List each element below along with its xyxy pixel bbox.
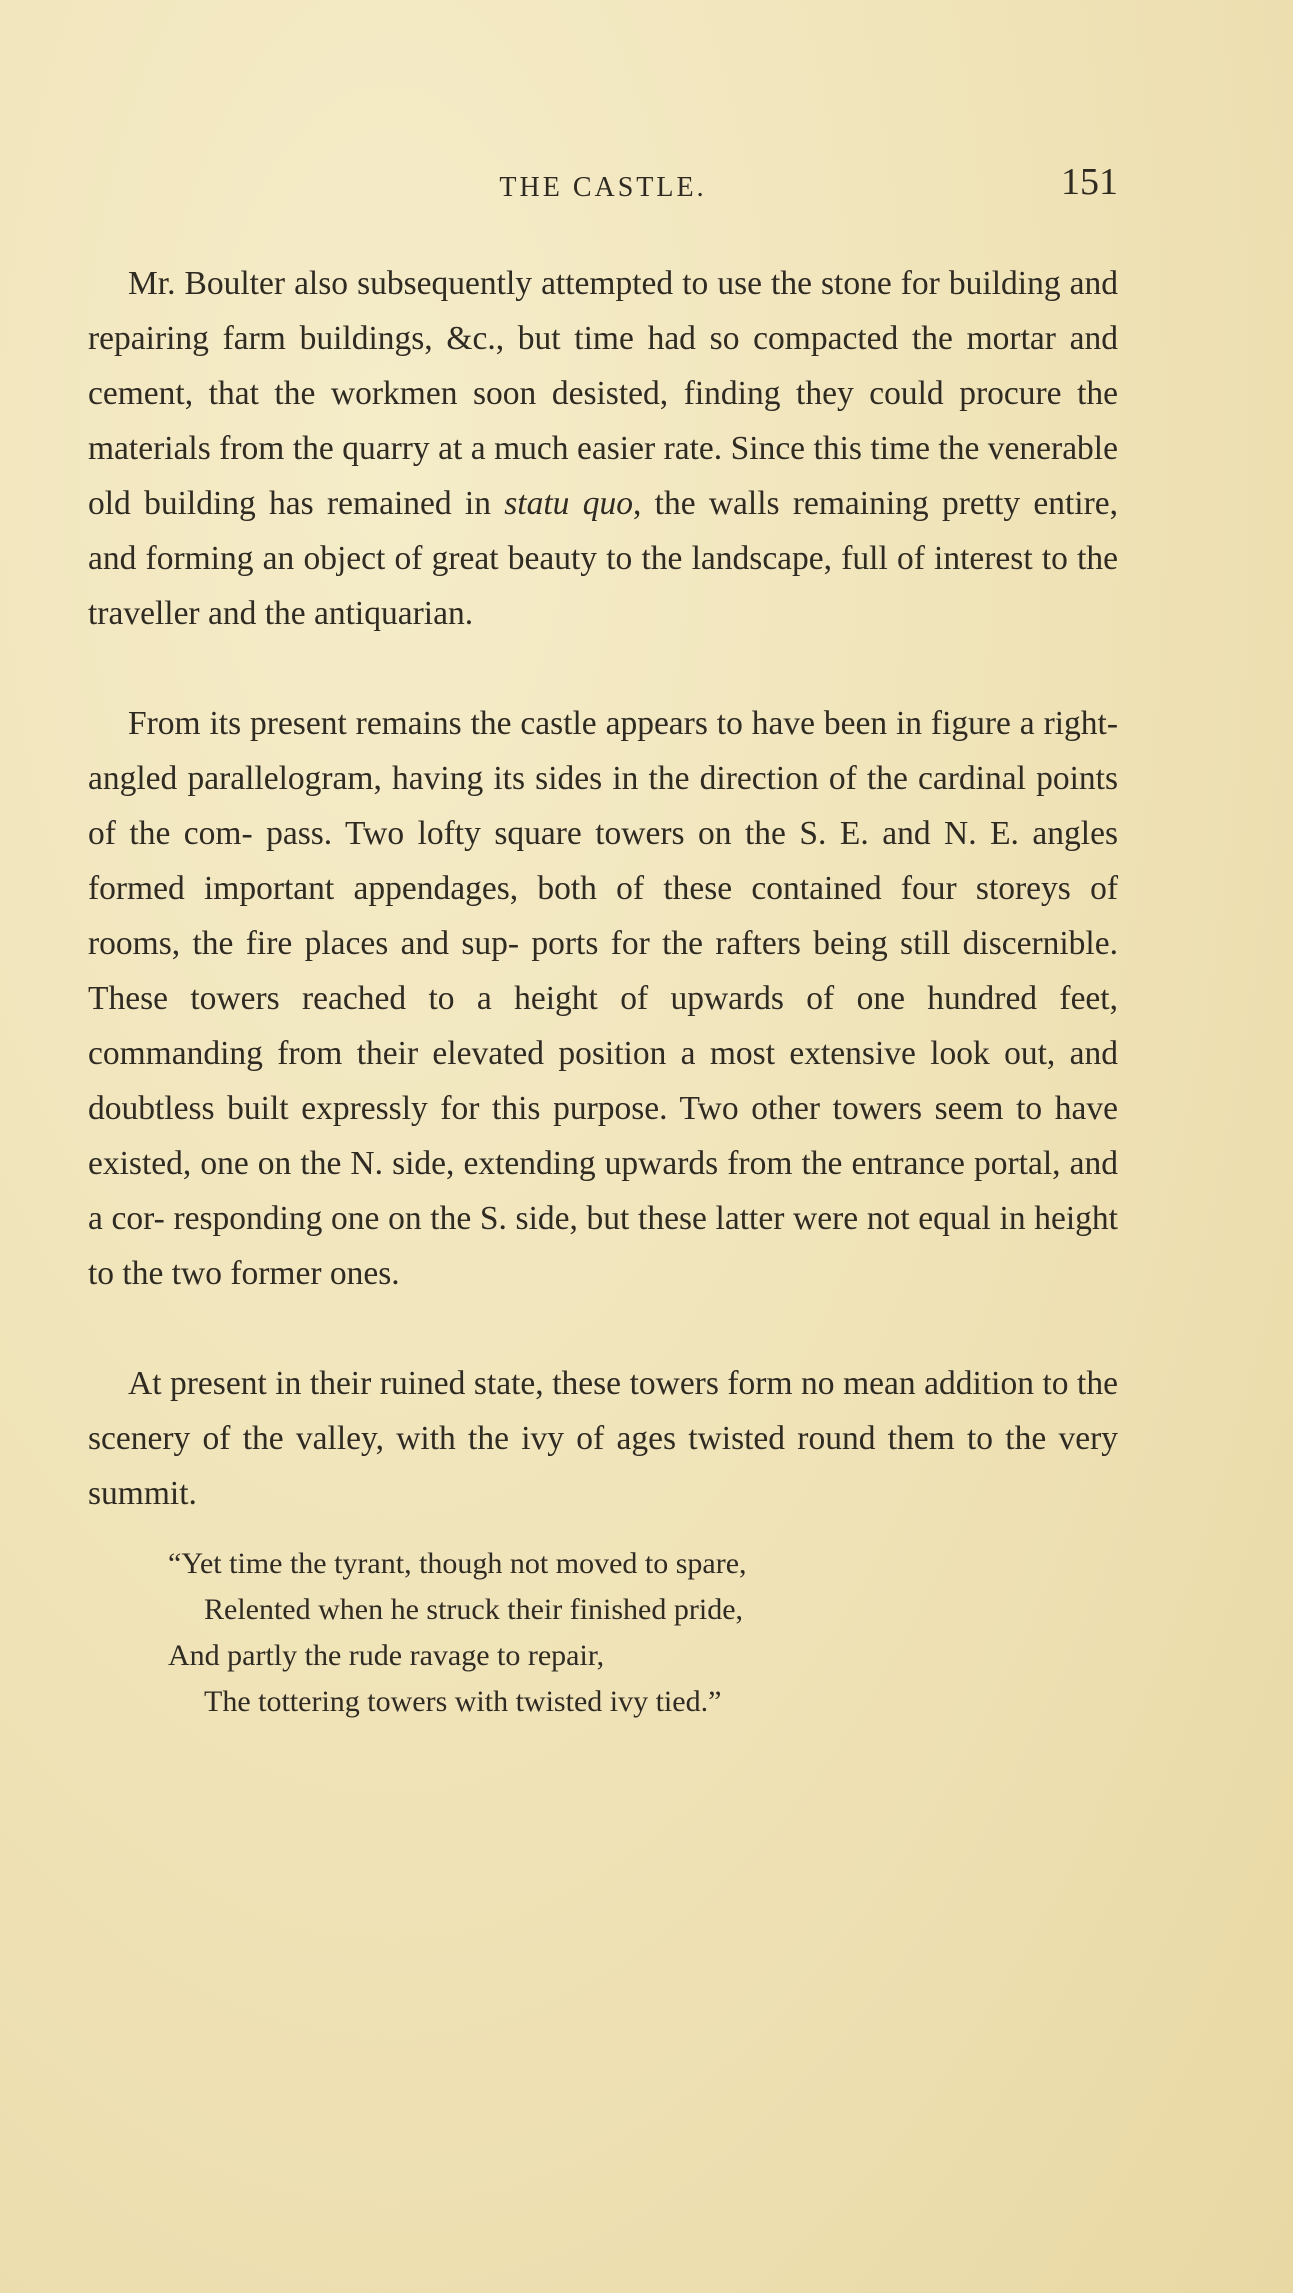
paragraph-1-italic: statu quo [504, 485, 633, 522]
verse-line: Relented when he struck their finished pride, [204, 1593, 744, 1626]
paragraph-1 [88, 256, 1118, 641]
paragraph-1-end: , the walls remaining pretty entire, and forming an object of great beauty to the landscape, full of interest to the traveller and the antiquarian. [88, 485, 1119, 632]
running-title: THE CASTLE. [499, 172, 707, 203]
page-number: 151 [1061, 161, 1118, 203]
verse-line: The tottering towers with twisted ivy tied.” [204, 1685, 722, 1718]
verse-quotation [88, 1541, 1118, 1725]
book-page [88, 160, 1118, 1725]
paragraph-2: From its present remains the castle appears to have been in figure a right-angled parallelogram, having its sides in the direction of the cardinal points of the com- pass. Two lofty square towers on the S. E. and N. E. angles formed important appendages, both of these contained four storeys of rooms, the fire places and sup- ports for the rafters being still discernible. These towers reached to a height of upwards of one hundred feet, commanding from their elevated position a most extensive look out, and doubtless built expressly for this purpose. Two other towers seem to have existed, one on the N. side, extending upwards from the entrance portal, and a cor- responding one on the S. side, but these latter were not equal in height to the two former ones. [88, 705, 1118, 1292]
paragraph-1-text: Mr. Boulter also subsequently attempted to use the stone for building and repairing farm buildings, &c., but time had so compacted the mortar and cement, that the workmen soon desisted, finding they could procure the materials from the quarry at a much easier rate. Since this time the venerable old building has remained in [88, 265, 1118, 522]
paragraph-3: At present in their ruined state, these towers form no mean addition to the scenery of the valley, with the ivy of ages twisted round them to the very summit. [88, 1365, 1118, 1512]
verse-line: And partly the rude ravage to repair, [168, 1639, 605, 1672]
verse-line: “Yet time the tyrant, though not moved to spare, [168, 1547, 747, 1580]
running-head [88, 160, 1118, 216]
